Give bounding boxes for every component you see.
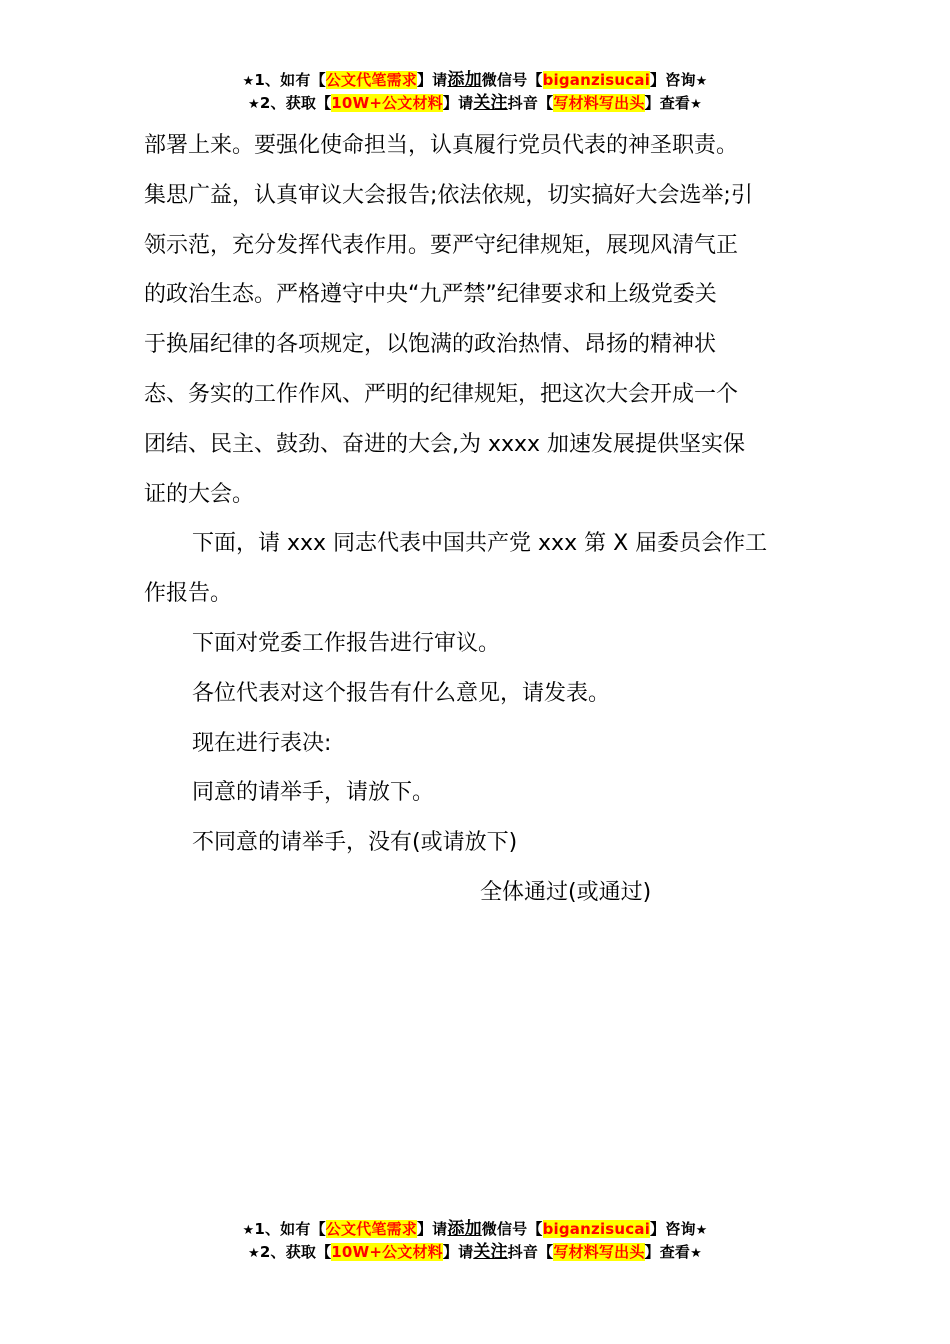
header-emphasis-follow: 关注 <box>473 93 508 113</box>
star-icon: ★ <box>690 97 702 112</box>
footer-line-2-suffix: 】查看 <box>644 1243 691 1261</box>
star-icon: ★ <box>242 1223 255 1238</box>
footer-line-2-mid1: 】请 <box>442 1243 474 1261</box>
body-line: 领示范，充分发挥代表作用。要严守纪律规矩，展现风清气正 <box>144 232 739 258</box>
header-line-2-mid1: 】请 <box>442 94 474 112</box>
body-line: 团结、民主、鼓劲、奋进的大会,为 xxxx 加速发展提供坚实保 <box>144 431 746 457</box>
star-icon: ★ <box>248 97 260 112</box>
document-body <box>144 121 812 918</box>
footer-emphasis-follow: 关注 <box>473 1242 508 1262</box>
footer-banner <box>0 1218 950 1264</box>
body-line: 各位代表对这个报告有什么意见，请发表。 <box>192 680 611 706</box>
header-banner <box>0 69 950 115</box>
body-line: 现在进行表决: <box>192 730 332 756</box>
body-line: 部署上来。要强化使命担当，认真履行党员代表的神圣职责。 <box>144 133 739 158</box>
footer-line-1 <box>0 1218 950 1241</box>
footer-line-1-mid2: 微信号【 <box>481 1220 543 1238</box>
body-line: 作报告。 <box>144 581 233 607</box>
header-highlight-wechat-id: biganzisucai <box>542 71 651 89</box>
header-highlight-douyin-account: 写材料写出头 <box>553 94 645 112</box>
footer-line-1-mid1: 】请 <box>416 1220 448 1238</box>
header-line-1 <box>0 69 950 92</box>
star-icon: ★ <box>695 1223 708 1238</box>
header-line-1-mid1: 】请 <box>416 71 448 89</box>
footer-highlight-materials: 10W+公文材料 <box>331 1243 443 1261</box>
header-highlight-materials: 10W+公文材料 <box>331 94 443 112</box>
footer-line-2 <box>0 1241 950 1264</box>
body-line: 不同意的请举手，没有(或请放下) <box>192 830 518 856</box>
header-line-2-suffix: 】查看 <box>644 94 691 112</box>
header-line-1-suffix: 】咨询 <box>650 71 696 89</box>
body-line: 态、务实的工作作风、严明的纪律规矩，把这次大会开成一个 <box>144 381 739 407</box>
footer-highlight-service: 公文代笔需求 <box>325 1220 417 1238</box>
body-line: 于换届纪律的各项规定，以饱满的政治热情、昂扬的精神状 <box>144 332 717 358</box>
footer-emphasis-add: 添加 <box>447 1219 482 1239</box>
star-icon: ★ <box>695 74 708 89</box>
footer-line-1-suffix: 】咨询 <box>650 1220 696 1238</box>
star-icon: ★ <box>242 74 255 89</box>
body-line: 证的大会。 <box>144 481 255 507</box>
star-icon: ★ <box>248 1246 260 1261</box>
footer-line-2-mid2: 抖音【 <box>507 1243 554 1261</box>
footer-line-1-prefix: 1、如有【 <box>254 1220 326 1238</box>
header-line-1-mid2: 微信号【 <box>481 71 543 89</box>
body-line: 下面，请 xxx 同志代表中国共产党 xxx 第 X 届委员会作工 <box>192 531 768 557</box>
body-line: 同意的请举手，请放下。 <box>192 780 435 806</box>
header-line-2-mid2: 抖音【 <box>507 94 554 112</box>
header-highlight-service: 公文代笔需求 <box>325 71 417 89</box>
footer-highlight-wechat-id: biganzisucai <box>542 1220 651 1238</box>
body-line: 下面对党委工作报告进行审议。 <box>192 630 501 656</box>
header-line-2 <box>0 92 950 115</box>
footer-highlight-douyin-account: 写材料写出头 <box>553 1243 645 1261</box>
body-line: 的政治生态。严格遵守中央“九严禁”纪律要求和上级党委关 <box>144 282 717 308</box>
vote-result-line: 全体通过(或通过) <box>480 879 652 905</box>
header-line-1-prefix: 1、如有【 <box>254 71 326 89</box>
footer-line-2-prefix: 2、获取【 <box>259 1243 332 1261</box>
header-line-2-prefix: 2、获取【 <box>259 94 332 112</box>
star-icon: ★ <box>690 1246 702 1261</box>
body-line: 集思广益，认真审议大会报告;依法依规，切实搞好大会选举;引 <box>144 182 753 208</box>
header-emphasis-add: 添加 <box>447 70 482 90</box>
